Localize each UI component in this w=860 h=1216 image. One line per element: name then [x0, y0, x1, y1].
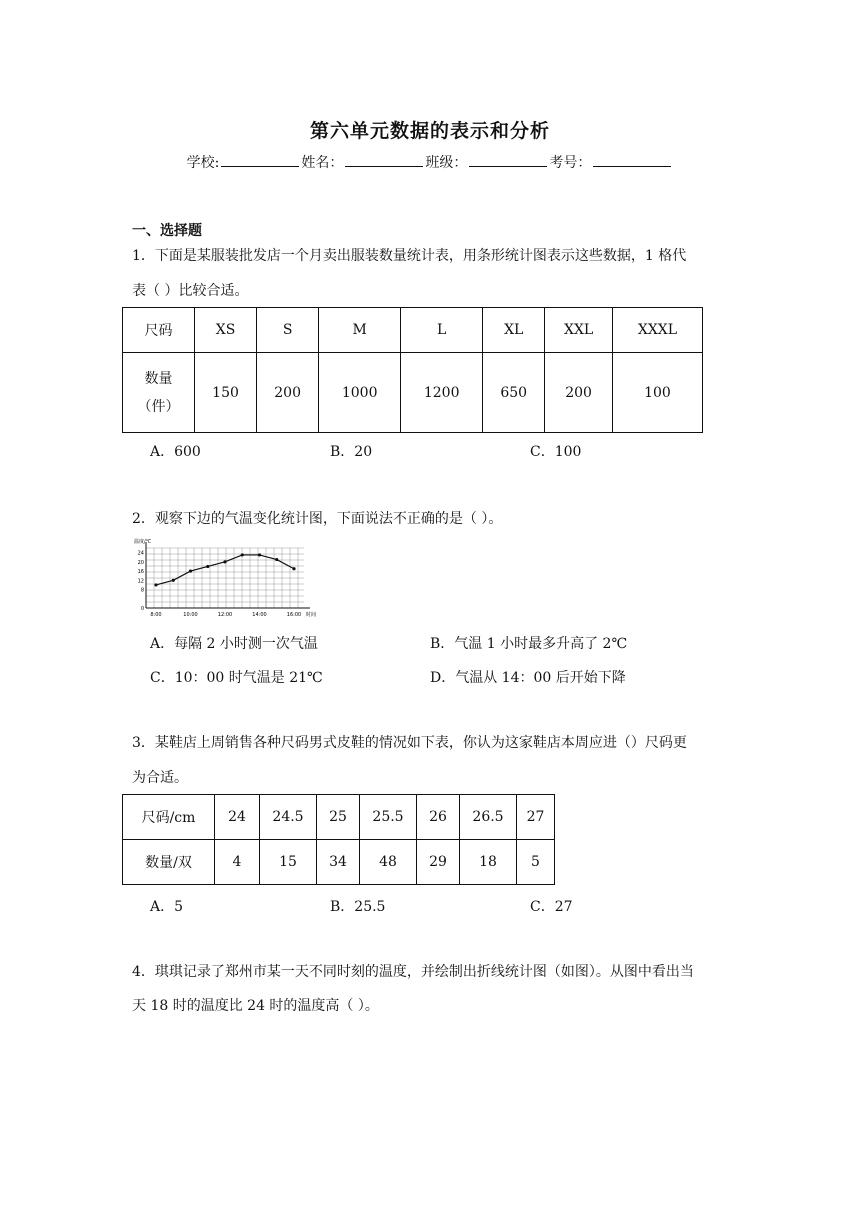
table-cell: XXL	[545, 308, 613, 353]
school-label: 学校:	[186, 155, 220, 171]
page-title: 第六单元数据的表示和分析	[309, 120, 550, 142]
table-cell: XL	[483, 308, 545, 353]
class-blank	[469, 152, 547, 167]
data-point	[223, 560, 226, 563]
q3-row2-label: 数量/双	[123, 840, 215, 885]
table-cell: 650	[483, 353, 545, 433]
q1-option-c[interactable]: C．100	[530, 444, 582, 460]
school-blank	[221, 152, 299, 167]
q3-text-line2: 为合适。	[132, 770, 188, 786]
x-tick-label: 10:00	[183, 612, 198, 618]
table-cell: 24.5	[260, 795, 317, 840]
q3-table-row-count	[123, 840, 555, 885]
q1-row2-label	[123, 353, 195, 433]
table-cell: 150	[195, 353, 257, 433]
x-axis-label: 时间	[306, 612, 317, 618]
table-cell: 15	[260, 840, 317, 885]
q3-option-c[interactable]: C．27	[530, 899, 573, 915]
y-tick-label: 20	[137, 559, 144, 566]
table-cell: 5	[517, 840, 555, 885]
data-point	[172, 579, 175, 582]
data-point	[292, 567, 295, 570]
table-cell: XXXL	[612, 308, 702, 353]
data-point	[241, 553, 244, 556]
table-cell: S	[257, 308, 319, 353]
x-tick-label: 8:00	[150, 612, 162, 618]
table-cell: XS	[195, 308, 257, 353]
name-label: 姓名：	[301, 155, 344, 171]
table-cell: 200	[545, 353, 613, 433]
q2-option-c[interactable]: C．10：00 时气温是 21℃	[150, 670, 323, 686]
exam-no-blank	[593, 152, 671, 167]
q3-row1-label: 尺码/cm	[123, 795, 215, 840]
table-cell: 4	[215, 840, 260, 885]
q3-option-b[interactable]: B．25.5	[330, 899, 386, 915]
x-tick-label: 14:00	[252, 612, 267, 618]
table-cell: 25.5	[360, 795, 417, 840]
data-point	[275, 558, 278, 561]
table-cell: M	[319, 308, 401, 353]
q1-option-b[interactable]: B．20	[330, 444, 373, 460]
data-point	[206, 565, 209, 568]
q1-table	[122, 307, 703, 433]
q2-option-a[interactable]: A．每隔 2 小时测一次气温	[150, 636, 318, 652]
q1-row2-label-a: 数量	[144, 370, 173, 387]
q1-text-line2: 表（ ）比较合适。	[132, 283, 249, 299]
q1-row1-label: 尺码	[123, 308, 195, 353]
q3-table	[122, 794, 555, 885]
data-point	[154, 583, 157, 586]
q2-option-b[interactable]: B．气温 1 小时最多升高了 2℃	[430, 636, 628, 652]
table-cell: 29	[417, 840, 460, 885]
table-cell: L	[401, 308, 483, 353]
table-cell: 48	[360, 840, 417, 885]
section-heading: 一、选择题	[132, 223, 202, 239]
q4-text-line2: 天 18 时的温度比 24 时的温度高（ ）。	[132, 998, 379, 1014]
q1-option-a[interactable]: A．600	[150, 444, 201, 460]
table-cell: 18	[460, 840, 517, 885]
y-tick-label: 16	[137, 569, 144, 576]
y-axis-label: 温度/℃	[134, 539, 152, 545]
data-point	[189, 569, 192, 572]
table-cell: 1200	[401, 353, 483, 433]
table-cell: 26.5	[460, 795, 517, 840]
table-cell: 1000	[319, 353, 401, 433]
table-cell: 100	[612, 353, 702, 433]
table-cell: 27	[517, 795, 555, 840]
table-cell: 24	[215, 795, 260, 840]
table-cell: 26	[417, 795, 460, 840]
header-fields	[0, 152, 860, 172]
exam-no-label: 考号：	[549, 155, 592, 171]
y-tick-label: 8	[140, 587, 144, 594]
temperature-line-chart	[134, 536, 318, 618]
q1-row2-label-b: （件）	[137, 398, 180, 415]
temperature-series-line	[156, 555, 294, 585]
q2-option-d[interactable]: D．气温从 14：00 后开始下降	[430, 670, 626, 686]
y-tick-label: 24	[137, 550, 144, 557]
x-tick-label: 16:00	[286, 612, 302, 618]
x-tick-label: 12:00	[217, 612, 233, 618]
data-point	[258, 553, 261, 556]
table-cell: 200	[257, 353, 319, 433]
q1-table-row-count	[123, 353, 703, 433]
y-tick-label: 12	[137, 578, 144, 585]
q3-text-line1: 3．某鞋店上周销售各种尺码男式皮鞋的情况如下表，你认为这家鞋店本周应进（）尺码更	[132, 735, 687, 751]
class-label: 班级：	[425, 155, 468, 171]
q4-text-line1: 4．琪琪记录了郑州市某一天不同时刻的温度，并绘制出折线统计图（如图）。从图中看出当	[132, 964, 694, 980]
q3-table-row-size	[123, 795, 555, 840]
name-blank	[345, 152, 423, 167]
q1-text-line1: 1．下面是某服装批发店一个月卖出服装数量统计表，用条形统计图表示这些数据，1 格代	[132, 248, 687, 264]
table-cell: 25	[317, 795, 360, 840]
q3-option-a[interactable]: A．5	[150, 899, 184, 915]
y-tick-label: 0	[140, 606, 144, 612]
q2-text-line1: 2．观察下边的气温变化统计图，下面说法不正确的是（ ）。	[132, 511, 503, 527]
q1-table-row-size	[123, 308, 703, 353]
table-cell: 34	[317, 840, 360, 885]
